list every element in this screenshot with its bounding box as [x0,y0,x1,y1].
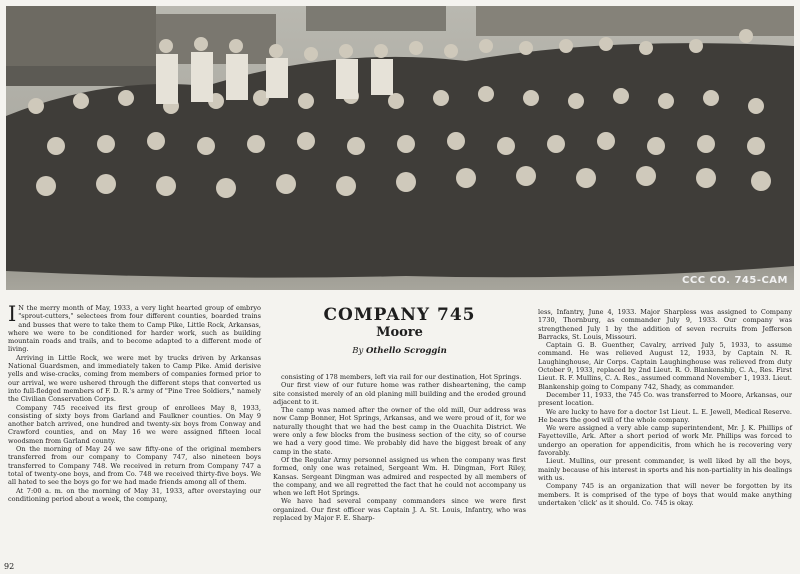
paragraph: Company 745 is an organization that will never be forgotten by its members. It is comprised of the type of boys that would make anything undertaken 'click' as it should. Co. 745 is okay. [538,482,792,507]
paragraph: We are lucky to have for a doctor 1st Lieut. L. E. Jewell, Medical Reserve. He bears the good will of the whole company. [538,407,792,424]
author-name: Othello Scroggin [366,346,447,356]
article-column-1 [8,304,261,503]
drop-cap: I [8,302,17,326]
company-group-photo [6,6,794,290]
article-byline: By Othello Scroggin [352,346,447,356]
paragraph: Captain G. B. Guenther, Cavalry, arrived July 5, 1933, to assume command. He was relieved August 12, 1933, by Captain N. R. Laughinghouse, Air Corps. Captain Laughinghouse was relieved from duty October 9, 1933, replaced by 2nd Lieut. R. O. Blankenship, C. A., Res. First Lieut. R. F. Mullins, C. A. Res., assumed command November 1, 1933. Lieut. Blankenship going to Company 742, Shady, as commander. [538,341,793,391]
paragraph: Arriving in Little Rock, we were met by trucks driven by Arkansas National Guardsmen, and immediately taken to Camp Pike. Amid derisive yells and wise-cracks, coming from members of companies formed prior to our arrival, we were ushered through the different steps that converted us into full-fledged members of F. D. R.'s army of "Pine Tree Soldiers," namely the Civilian Conservation Corps. [8,353,261,404]
page-number: 92 [4,562,15,571]
article-heading [273,303,526,373]
paragraph: Our first view of our future home was rather disheartening, the camp site consisted merely of an old planing mill building and the eroded ground adjacent to it. [273,381,526,406]
paragraph: Lieut. Mullins, our present commander, is well liked by all the boys, mainly because of his interest in sports and his non-partiality in his dealings with us. [538,457,792,482]
paragraph: We have had several company commanders since we were first organized. Our first officer was Captain J. A. St. Louis, Infantry, who was replaced by Major F. E. Sharp- [273,497,526,523]
paragraph: At 7:00 a. m. on the morning of May 31, 1933, after overstaying our conditioning period about a week, the company, [8,486,261,503]
paragraph: December 11, 1933, the 745 Co. was transferred to Moore, Arkansas, our present location. [538,390,792,408]
paragraph: Company 745 received its first group of enrollees May 8, 1933, consisting of sixty boys from Garland and Faulkner counties. On May 9 another batch arrived, one hundred and twenty-six boys from Conway and Crawford counties, and on May 16 we were assigned fifteen local woodsmen from Garland county. [8,403,261,445]
paragraph: We were assigned a very able camp superintendent, Mr. J. K. Phillips of Fayetteville, Ark. After a short period of work Mr. Phillips was forced to undergo an operation for appendicitis, from which he is recovering very favorably. [538,424,792,458]
photo-caption: CCC CO. 745-CAM [682,275,788,286]
article-column-3 [538,308,792,507]
paragraph: consisting of 178 members, left via rail for our destination, Hot Springs. [281,373,522,381]
paragraph: The camp was named after the owner of the old mill, Our address was now Camp Bonner, Hot Springs, Arkansas, and we were proud of it, for we naturally thought that we had the best camp in the Ouachita District. We were only a few blocks from the business section of the city, so of course we had a very good time. We probably did have the biggest break of any camp in the state. [273,406,526,456]
paragraph: I N the merry month of May, 1933, a very light hearted group of embryo "sprout-cutters," selectees from four different counties, boarded trains and busses that were to take them to Camp Pike, Little Rock, Arkansas, where we were to be conditioned for harder work, such as building mountain roads and trails, and to become adapted to a different mode of living. [8,302,261,354]
paragraph: On the morning of May 24 we saw fifty-one of the original members transferred from our company to Company 747, also nineteen boys transferred to Company 748. We received in return from Company 747 a total of twenty-one boys, and from Co. 748 we received thirty-five boys. We all hated to see the boys go for we had made friends among all of them. [8,445,261,487]
article-title: COMPANY 745 [323,305,476,325]
article-subtitle: Moore [376,325,423,340]
paragraph: Of the Regular Army personnel assigned us when the company was first formed, only one was retained, Sergeant Wm. H. Dingman, Fort Riley, Kansas. Sergeant Dingman was admired and respected by all members of the company, and we all regretted the fact that he could not accompany us when we left Hot Springs. [273,455,526,498]
article-column-2 [273,303,526,522]
paragraph: less, Infantry, June 4, 1933. Major Sharpless was assigned to Company 1730, Thornburg, as commander July 9, 1933. Our company was strengthened July 1 by the addition of seven recruits from Jefferson Barracks, St. Louis, Missouri. [538,308,792,341]
group-photo-image [6,6,794,290]
